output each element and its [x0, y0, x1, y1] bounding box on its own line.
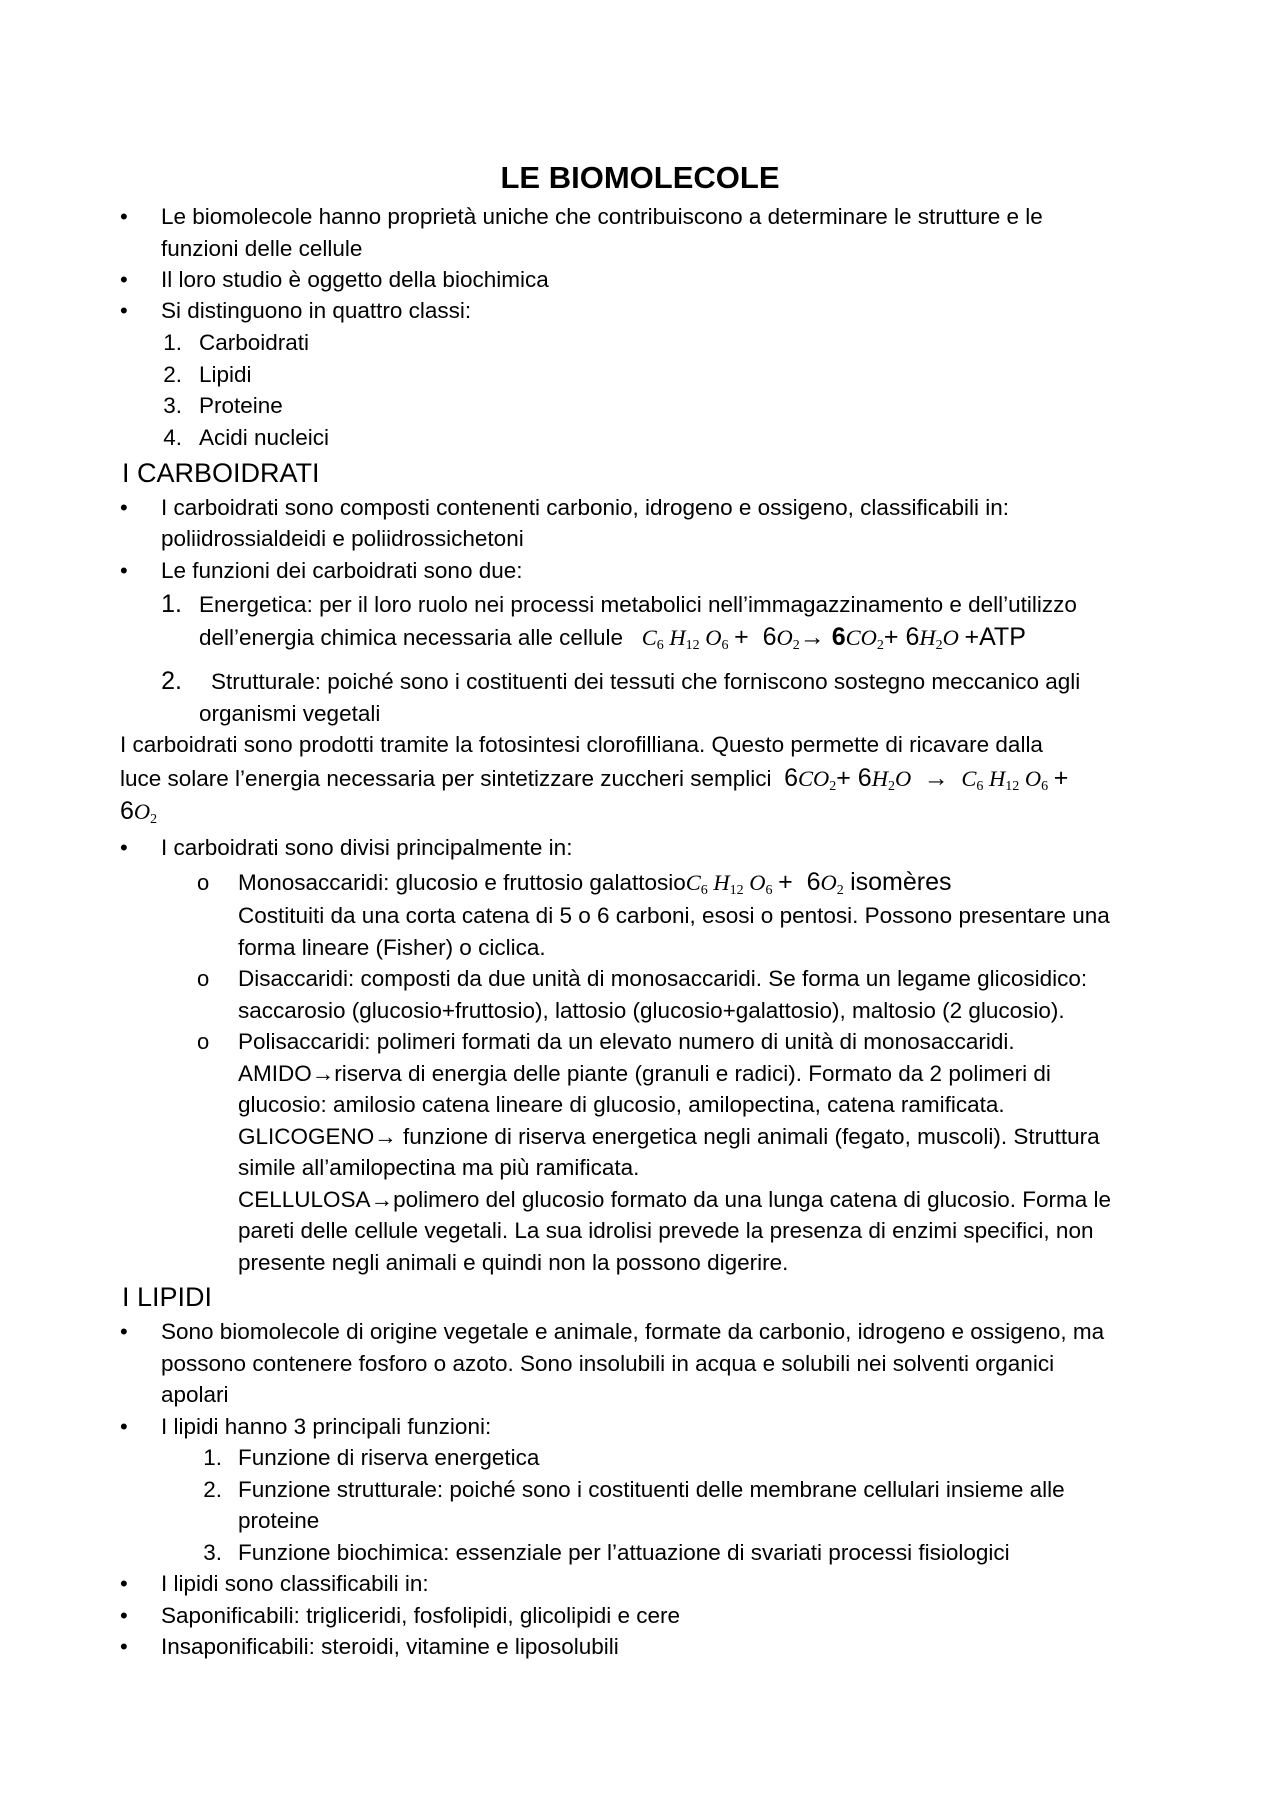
bullet-dot: •	[120, 1319, 128, 1344]
bullet-dot: •	[120, 1571, 128, 1596]
amido-line-1	[238, 1058, 1051, 1090]
monosaccaridi-line-3: forma lineare (Fisher) o ciclica.	[238, 935, 546, 960]
cellulosa-line-2: pareti delle cellule vegetali. La sua idrolisi prevede la presenza di enzimi specifici, non	[238, 1218, 1094, 1243]
photosynthesis-paragraph-line-1: I carboidrati sono prodotti tramite la fotosintesi clorofilliana. Questo permette di ricavare dalla	[120, 732, 1043, 757]
glicogeno-line-1	[238, 1121, 1100, 1153]
cellulosa-text: polimero del glucosio formato da una lunga catena di glucosio. Forma le	[393, 1187, 1111, 1212]
disaccaridi-line-1: Disaccaridi: composti da due unità di monosaccaridi. Se forma un legame glicosidico:	[238, 966, 1088, 991]
amido-label: AMIDO	[238, 1061, 312, 1086]
list-number: 1.	[161, 590, 182, 618]
function-strutturale-line-2: organismi vegetali	[199, 701, 381, 726]
list-number: 1.	[163, 330, 182, 355]
carb-bullet-1-line-1: I carboidrati sono composti contenenti carbonio, idrogeno e ossigeno, classificabili in:	[161, 495, 1009, 520]
list-number: 2.	[203, 1477, 222, 1502]
photosynthesis-equation-part-1: $6CO_2+ 6H_2O \to C_6$ $H_{12}$ $O_6$ +	[784, 764, 1069, 794]
bullet-dot: •	[120, 298, 128, 323]
arrow-icon: →	[374, 1124, 397, 1149]
list-number: 2.	[161, 667, 182, 695]
section-heading-lipidi: I LIPIDI	[122, 1282, 213, 1312]
page-title: LE BIOMOLECOLE	[500, 160, 780, 195]
carb-bullet-3: I carboidrati sono divisi principalmente in:	[161, 835, 573, 860]
class-item: Carboidrati	[199, 330, 310, 355]
carb-bullet-2: Le funzioni dei carboidrati sono due:	[161, 558, 523, 583]
lipidi-bullet-4: Saponificabili: trigliceridi, fosfolipidi, glicolipidi e cere	[161, 1603, 680, 1628]
function-strutturale-line-1: Strutturale: poiché sono i costituenti dei tessuti che forniscono sostegno meccanico agli	[211, 669, 1081, 694]
lipidi-function-3: Funzione biochimica: essenziale per l’attuazione di svariati processi fisiologici	[238, 1540, 1010, 1565]
intro-bullet-1-line-1: Le biomolecole hanno proprietà uniche che contribuiscono a determinare le strutture e le	[161, 204, 1043, 229]
cellulosa-line-3: presente negli animali e quindi non la possono digerire.	[238, 1250, 789, 1275]
glicogeno-text: funzione di riserva energetica negli animali (fegato, muscoli). Struttura	[396, 1124, 1100, 1149]
function-energetica-line-2	[199, 622, 1026, 654]
lipidi-bullet-5: Insaponificabili: steroidi, vitamine e liposolubili	[161, 1634, 619, 1659]
function-energetica-line-1: Energetica: per il loro ruolo nei processi metabolici nell’immagazzinamento e dell’utilizzo	[199, 592, 1077, 617]
lipidi-function-1: Funzione di riserva energetica	[238, 1445, 540, 1470]
cellulosa-label: CELLULOSA	[238, 1187, 371, 1212]
circle-bullet: o	[197, 870, 210, 895]
glicogeno-label: GLICOGENO	[238, 1124, 375, 1149]
polisaccaridi-line-1: Polisaccaridi: polimeri formati da un elevato numero di unità di monosaccaridi.	[238, 1029, 1015, 1054]
disaccaridi-line-2: saccarosio (glucosio+fruttosio), lattosio (glucosio+galattosio), maltosio (2 glucosio).	[238, 998, 1065, 1023]
photosynthesis-equation-part-2: $6O_2$	[120, 797, 158, 827]
lipidi-bullet-1-line-1: Sono biomolecole di origine vegetale e animale, formate da carbonio, idrogeno e ossigeno, ma	[161, 1319, 1105, 1344]
class-item: Acidi nucleici	[199, 425, 330, 450]
lipidi-bullet-1-line-2: possono contenere fosforo o azoto. Sono insolubili in acqua e solubili nei solventi organici	[161, 1351, 1055, 1376]
lipidi-bullet-2: I lipidi hanno 3 principali funzioni:	[161, 1414, 492, 1439]
list-number: 1.	[203, 1445, 222, 1470]
lipidi-function-2-line-1: Funzione strutturale: poiché sono i costituenti delle membrane cellulari insieme alle	[238, 1477, 1065, 1502]
amido-line-2: glucosio: amilosio catena lineare di glucosio, amilopectina, catena ramificata.	[238, 1092, 1005, 1117]
lipidi-bullet-1-line-3: apolari	[161, 1382, 229, 1407]
section-heading-carboidrati: I CARBOIDRATI	[122, 458, 320, 488]
isomeres-label: isomères	[850, 868, 952, 896]
intro-bullet-1-line-2: funzioni delle cellule	[161, 236, 363, 261]
bullet-dot: •	[120, 1634, 128, 1659]
atp-label: +ATP	[964, 623, 1026, 651]
respiration-equation: $C_6$ $H_{12}$ $O_6 + 6O_2\to 6CO_2+ 6H_2O$	[641, 623, 965, 653]
circle-bullet: o	[197, 966, 210, 991]
bullet-dot: •	[120, 835, 128, 860]
class-item: Lipidi	[199, 362, 252, 387]
circle-bullet: o	[197, 1029, 210, 1054]
glicogeno-line-2: simile all’amilopectina ma più ramificata.	[238, 1155, 640, 1180]
photosynthesis-text: luce solare l’energia necessaria per sintetizzare zuccheri semplici	[120, 766, 772, 791]
class-item: Proteine	[199, 393, 283, 418]
lipidi-function-2-line-2: proteine	[238, 1508, 320, 1533]
list-number: 3.	[163, 393, 182, 418]
bullet-dot: •	[120, 1414, 128, 1439]
list-number: 4.	[163, 425, 182, 450]
function-energetica-text: dell’energia chimica necessaria alle cellule	[199, 625, 623, 650]
arrow-icon: →	[370, 1187, 394, 1212]
intro-bullet-2: Il loro studio è oggetto della biochimica	[161, 267, 549, 292]
monosaccaridi-line-1	[238, 867, 951, 899]
bullet-dot: •	[120, 267, 128, 292]
cellulosa-line-1	[238, 1184, 1111, 1216]
list-number: 3.	[203, 1540, 222, 1565]
list-number: 2.	[163, 362, 182, 387]
bullet-dot: •	[120, 558, 128, 583]
carb-bullet-1-line-2: poliidrossialdeidi e poliidrossichetoni	[161, 526, 524, 551]
intro-bullet-3: Si distinguono in quattro classi:	[161, 298, 472, 323]
bullet-dot: •	[120, 495, 128, 520]
lipidi-bullet-3: I lipidi sono classificabili in:	[161, 1571, 429, 1596]
glucose-formula: $C_6$ $H_{12}$ $O_6 + 6O_2$	[685, 868, 844, 898]
amido-text: riserva di energia delle piante (granuli e radici). Formato da 2 polimeri di	[334, 1061, 1051, 1086]
bullet-dot: •	[120, 204, 128, 229]
monosaccaridi-line-2: Costituiti da una corta catena di 5 o 6 carboni, esosi o pentosi. Possono presentare una	[238, 903, 1110, 928]
monosaccaridi-text: Monosaccaridi: glucosio e fruttosio galattosio	[238, 870, 686, 895]
bullet-dot: •	[120, 1603, 128, 1628]
arrow-icon: →	[311, 1061, 335, 1086]
photosynthesis-paragraph-line-2	[120, 763, 1068, 795]
